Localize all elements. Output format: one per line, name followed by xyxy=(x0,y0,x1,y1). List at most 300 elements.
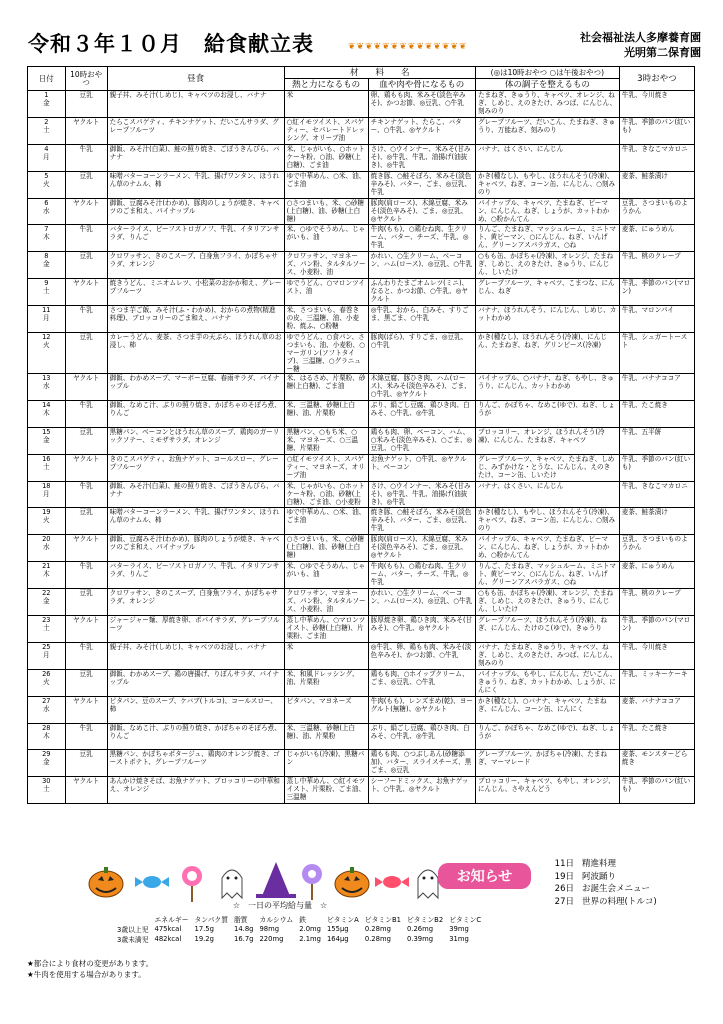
menu-row xyxy=(28,171,695,198)
body-ingredients: 豚肉(肩ロース)、木綿豆腐、米みそ(淡色辛みそ)、ごま、◎豆乳、◎ヤクルト xyxy=(368,535,475,562)
nutrition-row xyxy=(114,924,484,934)
weekday: 水 xyxy=(43,704,50,713)
regulate-ingredients: りんご、たまねぎ、マッシュルーム、ミニトマト、黄ピーマン、○にんじん、ねぎ、いんげん、グリーンアスパラガス、○ね xyxy=(475,562,619,589)
body-ingredients: さけ、○ウインナー、米みそ(甘みそ)、◎牛乳、牛乳、油揚げ(油抜き)、◎牛乳 xyxy=(368,144,475,171)
menu-row xyxy=(28,696,695,723)
weekday: 火 xyxy=(43,677,50,686)
regulate-ingredients: たまねぎ、きゅうり、キャベツ、オレンジ、ねぎ、しめじ、えのきたけ、みつば、にんじん、刻みのり xyxy=(475,91,619,118)
lunch-menu: 御飯、みそ汁(白菜)、鮭の照り焼き、ごぼうきんぴら、バナナ xyxy=(107,144,284,171)
regulate-ingredients: りんご、かぼちゃ、なめこ(ゆで)、ねぎ、しょうが xyxy=(475,400,619,427)
nutrient-value: 39mg xyxy=(449,925,469,933)
date-cell xyxy=(28,400,66,427)
menu-row xyxy=(28,252,695,279)
lunch-menu: あんかけ焼きそば、お魚ナゲット、ブロッコリーの中華和え、オレンジ xyxy=(107,777,284,804)
body-ingredients: 鶏もも肉、○ホイップクリーム、ごま、◎豆乳、○牛乳 xyxy=(368,669,475,696)
pm-snack: 牛乳、シュガートースト xyxy=(619,333,694,374)
body-ingredients: 木綿豆腐、豚ひき肉、ハム(ロース)、米みそ(淡色辛みそ)、ごま、○牛乳、◎ヤクルト xyxy=(368,374,475,401)
lunch-menu: 黒糖パン、ベーコンとほうれん草のスープ、鶏肉のガーリックソテー、ミモザサラダ、オレンジ xyxy=(107,427,284,454)
lunch-menu: 親子丼、みそ汁(しめじ)、キャベツのお浸し、バナナ xyxy=(107,642,284,669)
nutrient-value: 16.7g xyxy=(234,935,254,943)
date-cell xyxy=(28,723,66,750)
am-snack: 豆乳 xyxy=(65,669,107,696)
pm-snack: 麦茶、にゅうめん xyxy=(619,225,694,252)
weekday: 月 xyxy=(43,489,50,498)
pumpkin-icon xyxy=(335,867,369,897)
energy-ingredients: ゆで中華めん、○米、油、ごま油 xyxy=(284,508,368,535)
regulate-ingredients: グレープフルーツ、キャベツ、たまねぎ、しめじ、みずかけな・とうな、にんじん、えのきたけ、コーン缶、しいたけ xyxy=(475,454,619,481)
am-snack: 牛乳 xyxy=(65,562,107,589)
nutrition-header: タンパク質 xyxy=(194,916,229,924)
energy-ingredients: 米、はるさめ、片栗粉、砂糖(上白糖)、ごま油 xyxy=(284,374,368,401)
day-number: 8 xyxy=(44,252,49,261)
energy-ingredients: じゃがいも(冷凍)、黒糖パン xyxy=(284,750,368,777)
pm-snack: 麦茶、鮭茶漬け xyxy=(619,171,694,198)
lunch-menu: 御飯、みそ汁(白菜)、鮭の照り焼き、ごぼうきんぴら、バナナ xyxy=(107,481,284,508)
weekday: 土 xyxy=(43,462,50,471)
nutrition-header-row xyxy=(114,914,484,924)
date-cell xyxy=(28,642,66,669)
day-number: 23 xyxy=(42,616,51,625)
date-cell xyxy=(28,279,66,306)
pm-snack: 豆乳、さつまいものようかん xyxy=(619,535,694,562)
energy-ingredients: 蒸し中華めん、○紅イモツイスト、片栗粉、ごま油、三温糖 xyxy=(284,777,368,804)
weekday: 木 xyxy=(43,408,50,417)
day-number: 11 xyxy=(42,306,51,315)
nutrient-value: 2.0mg xyxy=(299,925,321,933)
menu-row xyxy=(28,481,695,508)
nutrient-value: 482kcal xyxy=(154,935,182,943)
am-snack: ヤクルト xyxy=(65,374,107,401)
body-ingredients: お魚ナゲット、○牛乳、◎ヤクルト、ベーコン xyxy=(368,454,475,481)
date-cell xyxy=(28,481,66,508)
header-pm-snack: 3時おやつ xyxy=(619,67,694,91)
regulate-ingredients: かき(種なし)、○バナナ、キャベツ、たまねぎ、にんじん、コーン缶、にんにく xyxy=(475,696,619,723)
ghost-icon xyxy=(418,870,438,898)
nutrient-value: 98mg xyxy=(259,925,280,933)
lunch-menu: 黒糖パン、かぼちゃポタージュ、鶏肉のオレンジ焼き、ゴーストポテト、グレープフルーツ xyxy=(107,750,284,777)
pm-snack: 牛乳、季節のパン(マロン) xyxy=(619,279,694,306)
menu-row xyxy=(28,642,695,669)
regulate-ingredients: ○もも缶、かぼちゃ(冷凍)、オレンジ、たまねぎ、しめじ、えのきたけ、きゅうり、にんじん、しいたけ xyxy=(475,252,619,279)
body-ingredients: ぶり、絹ごし豆腐、鶏ひき肉、白みそ、○牛乳、◎牛乳 xyxy=(368,400,475,427)
am-snack: 豆乳 xyxy=(65,427,107,454)
date-cell xyxy=(28,562,66,589)
nutrition-header: ビタミンC xyxy=(449,916,482,924)
weekday: 火 xyxy=(43,341,50,350)
menu-row xyxy=(28,454,695,481)
body-ingredients: ◎牛乳、おから、白みそ、すりごま、黒ごま、○牛乳 xyxy=(368,306,475,333)
lunch-menu: バターライス、ビーフストロガノフ、牛乳、イタリアンサラダ、りんご xyxy=(107,225,284,252)
event-name: 精進料理 xyxy=(582,859,617,869)
date-cell xyxy=(28,198,66,225)
body-ingredients: シーフードミックス、お魚ナゲット、○牛乳、◎ヤクルト xyxy=(368,777,475,804)
body-ingredients: ぶり、絹ごし豆腐、鶏ひき肉、白みそ、○牛乳、◎牛乳 xyxy=(368,723,475,750)
event-name: お誕生会メニュー xyxy=(582,884,651,894)
lunch-menu: バターライス、ビーフストロガノフ、牛乳、イタリアンサラダ、りんご xyxy=(107,562,284,589)
event-item xyxy=(538,883,657,896)
nutrition-header: カルシウム xyxy=(259,916,294,924)
day-number: 2 xyxy=(44,117,49,126)
regulate-ingredients: かき(種なし)、ほうれんそう(冷凍)、にんじん、たまねぎ、ねぎ、グリンピース(冷凍) xyxy=(475,333,619,374)
body-ingredients: 卵、鶏もも肉、米みそ(淡色辛みそ)、かつお節、◎豆乳、○牛乳 xyxy=(368,91,475,118)
energy-ingredients: クロワッサン、マヨネーズ、パン粉、タルタルソース、小麦粉、油 xyxy=(284,252,368,279)
regulate-ingredients: かき(種なし)、もやし、ほうれんそう(冷凍)、キャベツ、ねぎ、コーン缶、にんじん、○刻みのり xyxy=(475,508,619,535)
nutrient-value: 164μg xyxy=(326,935,349,943)
regulate-ingredients: ブロッコリー、キャベツ、もやし、オレンジ、にんじん、さやえんどう xyxy=(475,777,619,804)
energy-ingredients: ゆで中華めん、○米、油、ごま油 xyxy=(284,171,368,198)
lunch-menu: クロワッサン、きのこスープ、白身魚フライ、かぼちゃサラダ、オレンジ xyxy=(107,589,284,616)
day-number: 4 xyxy=(44,144,49,153)
header-body: 血や肉や骨になるもの xyxy=(368,79,475,91)
menu-row xyxy=(28,400,695,427)
weekday: 金 xyxy=(43,597,50,606)
menu-row xyxy=(28,508,695,535)
am-snack: ヤクルト xyxy=(65,117,107,144)
pm-snack: 牛乳、桃のクレープ xyxy=(619,589,694,616)
regulate-ingredients: ブロッコリー、オレンジ、ほうれんそう(冷凍)、にんじん、たまねぎ、キャベツ xyxy=(475,427,619,454)
regulate-ingredients: りんご、かぼちゃ、なめこ(ゆで)、ねぎ、しょうが xyxy=(475,723,619,750)
notice-title: お知らせ xyxy=(456,869,513,885)
am-snack: 牛乳 xyxy=(65,642,107,669)
nutrition-title: ☆ 一日の平均給与量 ☆ xyxy=(232,901,328,910)
nutrient-value: 17.5g xyxy=(194,925,214,933)
nutrient-value: 0.28mg xyxy=(364,925,391,933)
regulate-ingredients: バナナ、ほうれんそう、にんじん、しめじ、カットわかめ xyxy=(475,306,619,333)
nutrition-header: 鉄 xyxy=(299,916,307,924)
energy-ingredients: 米、○ゆでそうめん、じゃがいも、油 xyxy=(284,225,368,252)
nursery-name: 光明第二保育園 xyxy=(624,46,701,59)
pumpkin-icon xyxy=(89,867,123,897)
regulate-ingredients: パイナップル、キャベツ、たまねぎ、ピーマン、にんじん、ねぎ、しょうが、カットわかめ、○粉かんてん xyxy=(475,198,619,225)
body-ingredients: 牛肉(もも)、○鶏むね肉、生クリーム、バター、チーズ、牛乳、◎牛乳 xyxy=(368,562,475,589)
nutrient-value: 475kcal xyxy=(154,925,182,933)
body-ingredients: チキンナゲット、たらこ、バター、○牛乳、◎ヤクルト xyxy=(368,117,475,144)
lunch-menu: 味噌バターコーンラーメン、牛乳、揚げワンタン、ほうれん草のナムル、柿 xyxy=(107,508,284,535)
menu-row xyxy=(28,750,695,777)
date-cell xyxy=(28,777,66,804)
nutrient-value: 19.2g xyxy=(194,935,214,943)
event-item xyxy=(538,871,657,884)
energy-ingredients: 米、和風ドレッシング、油、片栗粉 xyxy=(284,669,368,696)
am-snack: ヤクルト xyxy=(65,454,107,481)
lunch-menu: 御飯、なめこ汁、ぶりの照り焼き、かぼちゃのそぼろ煮、りんご xyxy=(107,400,284,427)
date-cell xyxy=(28,750,66,777)
date-cell xyxy=(28,252,66,279)
menu-row xyxy=(28,225,695,252)
menu-row xyxy=(28,723,695,750)
energy-ingredients: クロワッサン、マヨネーズ、パン粉、タルタルソース、小麦粉、油 xyxy=(284,589,368,616)
nutrition-summary xyxy=(110,900,482,944)
nutrition-header: 脂質 xyxy=(234,916,248,924)
energy-ingredients: 米 xyxy=(284,642,368,669)
am-snack: 牛乳 xyxy=(65,144,107,171)
pm-snack: 牛乳、季節のパン(マロン) xyxy=(619,616,694,643)
day-number: 20 xyxy=(42,535,51,544)
regulate-ingredients: バナナ、たまねぎ、きゅうり、キャベツ、ねぎ、しめじ、えのきたけ、みつば、にんじん、刻みのり xyxy=(475,642,619,669)
body-ingredients: 牛肉(もも)、○鶏むね肉、生クリーム、バター、チーズ、牛乳、◎牛乳 xyxy=(368,225,475,252)
body-ingredients: 豚厚焼き卵、鶏ひき肉、米みそ(甘みそ)、○牛乳、◎ヤクルト xyxy=(368,616,475,643)
weekday: 火 xyxy=(43,179,50,188)
pm-snack: 豆乳、さつまいものようかん xyxy=(619,198,694,225)
date-cell xyxy=(28,117,66,144)
weekday: 木 xyxy=(43,570,50,579)
lunch-menu: 御飯、わかめスープ、マーボー豆腐、春雨サラダ、パイナップル xyxy=(107,374,284,401)
page-header xyxy=(0,0,723,66)
am-snack: 豆乳 xyxy=(65,333,107,374)
footnote: ★都合により食材の変更があります。 xyxy=(27,959,154,968)
day-number: 27 xyxy=(42,696,51,705)
menu-row xyxy=(28,198,695,225)
weekday: 月 xyxy=(43,314,50,323)
energy-ingredients: ピタパン、マヨネーズ xyxy=(284,696,368,723)
notice-badge xyxy=(437,862,532,890)
energy-ingredients: 蒸し中華めん、○マロンツイスト、砂糖(上白糖)、片栗粉、ごま油 xyxy=(284,616,368,643)
date-cell xyxy=(28,144,66,171)
header-date: 日付 xyxy=(28,67,66,91)
header-energy: 熱と力になるもの xyxy=(284,79,368,91)
date-cell xyxy=(28,374,66,401)
date-cell xyxy=(28,306,66,333)
body-ingredients: 豚肉(肩ロース)、木綿豆腐、米みそ(淡色辛みそ)、ごま、◎豆乳、◎ヤクルト xyxy=(368,198,475,225)
page-title: 令和３年１０月 給食献立表 xyxy=(28,32,314,56)
energy-ingredients: 米、三温糖、砂糖(上白糖)、油、片栗粉 xyxy=(284,400,368,427)
menu-row xyxy=(28,374,695,401)
day-number: 13 xyxy=(42,374,51,383)
header-lunch: 昼食 xyxy=(107,67,284,91)
event-day: 19日 xyxy=(554,871,574,882)
am-snack: 牛乳 xyxy=(65,723,107,750)
weekday: 月 xyxy=(43,650,50,659)
nutrition-header xyxy=(114,914,152,924)
regulate-ingredients: バナナ、はくさい、にんじん xyxy=(475,144,619,171)
day-number: 18 xyxy=(42,481,51,490)
date-cell xyxy=(28,171,66,198)
menu-row xyxy=(28,535,695,562)
nutrition-table xyxy=(114,914,484,944)
day-number: 6 xyxy=(44,198,49,207)
lunch-menu: カレーうどん、麦茶、さつま芋の天ぷら、ほうれん草のお浸し、柿 xyxy=(107,333,284,374)
am-snack: 牛乳 xyxy=(65,481,107,508)
energy-ingredients: ゆでうどん、○食パン、さつまいも、油、小麦粉、○マーガリン(ソフトタイプ)、三温糖、○グラニュー糖 xyxy=(284,333,368,374)
halloween-decoration xyxy=(84,858,444,906)
weekday: 金 xyxy=(43,435,50,444)
autumn-leaves-decoration: ❦❦❦❦❦❦❦❦❦❦❦❦❦❦ xyxy=(348,42,468,52)
pm-snack: 牛乳、今川焼き xyxy=(619,642,694,669)
menu-row xyxy=(28,669,695,696)
am-snack: ヤクルト xyxy=(65,777,107,804)
candy-icon xyxy=(135,876,169,888)
body-ingredients: 鶏もも肉、卵、ベーコン、ハム、○米みそ(淡色辛みそ)、○ごま、◎豆乳、○牛乳 xyxy=(368,427,475,454)
regulate-ingredients: グレープフルーツ、かぼちゃ(冷凍)、たまねぎ、マーマレード xyxy=(475,750,619,777)
day-number: 1 xyxy=(44,91,49,99)
regulate-ingredients: バナナ、はくさい、にんじん xyxy=(475,481,619,508)
date-cell xyxy=(28,616,66,643)
pm-snack: 牛乳、マロンパイ xyxy=(619,306,694,333)
menu-row xyxy=(28,562,695,589)
body-ingredients: 焼き豚、○鮭そぼろ、米みそ(淡色辛みそ)、バター、ごま、◎豆乳、牛乳 xyxy=(368,508,475,535)
organization-name: 社会福祉法人多摩養育園 xyxy=(580,31,701,44)
am-snack: 牛乳 xyxy=(65,225,107,252)
regulate-ingredients: グレープフルーツ、ほうれんそう(冷凍)、ねぎ、にんじん、たけのこ(ゆで)、きゅうり xyxy=(475,616,619,643)
lollipop-icon xyxy=(182,866,202,902)
pm-snack: 牛乳、季節のパン(紅いも) xyxy=(619,117,694,144)
weekday: 水 xyxy=(43,206,50,215)
event-name: 世界の料理(トルコ) xyxy=(582,896,657,907)
date-cell xyxy=(28,696,66,723)
date-cell xyxy=(28,669,66,696)
menu-row xyxy=(28,616,695,643)
date-cell xyxy=(28,225,66,252)
pm-snack: 麦茶、にゅうめん xyxy=(619,562,694,589)
energy-ingredients: 米、じゃがいも、○ホットケーキ粉、○油、砂糖(上白糖)、ごま油、○小麦粉 xyxy=(284,481,368,508)
date-cell xyxy=(28,535,66,562)
nutrient-value: 0.28mg xyxy=(364,935,391,943)
header-am-snack: 10時おやつ xyxy=(65,67,107,91)
am-snack: 牛乳 xyxy=(65,306,107,333)
lunch-menu: ジャージャー麺、厚焼き卵、ポパイサラダ、グレープフルーツ xyxy=(107,616,284,643)
footnotes xyxy=(27,958,153,980)
nutrition-header: ビタミンA xyxy=(326,916,359,924)
energy-ingredients: ○さつまいも、米、○砂糖(上白糖)、油、砂糖(上白糖) xyxy=(284,535,368,562)
nutrient-value: 0.26mg xyxy=(407,925,434,933)
regulate-ingredients: パイナップル、○バナナ、ねぎ、もやし、きゅうり、にんじん、カットわかめ xyxy=(475,374,619,401)
nutrition-header: ビタミンB2 xyxy=(407,916,444,924)
lunch-menu: きのこスパゲティ、お魚ナゲット、コールスロー、グレープフルーツ xyxy=(107,454,284,481)
menu-row xyxy=(28,333,695,374)
energy-ingredients: 米、じゃがいも、○ホットケーキ粉、○油、砂糖(上白糖)、ごま油 xyxy=(284,144,368,171)
weekday: 金 xyxy=(43,99,50,107)
weekday: 水 xyxy=(43,543,50,552)
nutrition-header: エネルギー xyxy=(154,916,189,924)
body-ingredients: ふんわりたまごオムレツ(ミニ)、なると、かつお節、○牛乳、◎ヤクルト xyxy=(368,279,475,306)
date-cell xyxy=(28,333,66,374)
weekday: 木 xyxy=(43,731,50,740)
weekday: 木 xyxy=(43,233,50,242)
am-snack: 豆乳 xyxy=(65,252,107,279)
pm-snack: 麦茶、モンスターどら焼き xyxy=(619,750,694,777)
menu-row xyxy=(28,427,695,454)
pm-snack: 牛乳、ミッキーケーキ xyxy=(619,669,694,696)
nutrient-value: 0.39mg xyxy=(407,935,434,943)
menu-row xyxy=(28,279,695,306)
menu-table xyxy=(27,66,695,804)
am-snack: 豆乳 xyxy=(65,171,107,198)
day-number: 25 xyxy=(42,642,51,651)
lunch-menu: たらこスパゲティ、チキンナゲット、だいこんサラダ、グレープフルーツ xyxy=(107,117,284,144)
pm-snack: 牛乳、桃のクレープ xyxy=(619,252,694,279)
nutrient-value: 14.8g xyxy=(234,925,254,933)
day-number: 9 xyxy=(44,279,49,288)
menu-rows xyxy=(28,91,695,804)
energy-ingredients: ○紅イモツイスト、スパゲティー、セパレートドレッシング、オリーブ油 xyxy=(284,117,368,144)
day-number: 21 xyxy=(42,562,51,571)
event-day: 26日 xyxy=(554,884,574,894)
pm-snack: 牛乳、季節のパン(紅いも) xyxy=(619,777,694,804)
lunch-menu: 御飯、なめこ汁、ぶりの照り焼き、かぼちゃのそぼろ煮、りんご xyxy=(107,723,284,750)
lunch-menu: 親子丼、みそ汁(しめじ)、キャベツのお浸し、バナナ xyxy=(107,91,284,118)
body-ingredients: 焼き豚、○鮭そぼろ、米みそ(淡色辛みそ)、バター、ごま、◎豆乳、牛乳 xyxy=(368,171,475,198)
lollipop-icon xyxy=(302,864,322,900)
weekday: 土 xyxy=(43,785,50,794)
energy-ingredients: 米、三温糖、砂糖(上白糖)、油、片栗粉 xyxy=(284,723,368,750)
am-snack: ヤクルト xyxy=(65,279,107,306)
date-cell xyxy=(28,427,66,454)
menu-row xyxy=(28,777,695,804)
header-regulate: 体の調子を整えるもの xyxy=(475,79,619,91)
weekday: 金 xyxy=(43,758,50,767)
age-group: 3歳未満児 xyxy=(117,936,149,944)
regulate-ingredients: りんご、たまねぎ、マッシュルーム、ミニトマト、黄ピーマン、○にんじん、ねぎ、いんげん、グリーンアスパラガス、○ね xyxy=(475,225,619,252)
day-number: 15 xyxy=(42,427,51,436)
lunch-menu: 味噌バターコーンラーメン、牛乳、揚げワンタン、ほうれん草のナムル、柿 xyxy=(107,171,284,198)
event-item xyxy=(538,896,657,909)
date-cell xyxy=(28,454,66,481)
header-ingredients: 材 料 名 xyxy=(284,67,475,79)
menu-row xyxy=(28,589,695,616)
pm-snack: 牛乳、たこ焼き xyxy=(619,723,694,750)
date-cell xyxy=(28,91,66,118)
regulate-ingredients: グレープフルーツ、キャベツ、こまつな、にんじん、ねぎ xyxy=(475,279,619,306)
day-number: 5 xyxy=(44,171,49,180)
event-day: 11日 xyxy=(554,859,574,869)
body-ingredients: かれい、○生クリーム、ベーコン、ハム(ロース)、◎豆乳、○牛乳 xyxy=(368,589,475,616)
footnote: ★牛肉を使用する場合があります。 xyxy=(27,970,146,979)
nutrient-value: 220mg xyxy=(259,935,284,943)
regulate-ingredients: かき(種なし)、もやし、ほうれんそう(冷凍)、キャベツ、ねぎ、コーン缶、にんじん、○刻みのり xyxy=(475,171,619,198)
pm-snack: 牛乳、たこ焼き xyxy=(619,400,694,427)
energy-ingredients: ゆでうどん、○マロンツイスト、油 xyxy=(284,279,368,306)
candy-icon xyxy=(375,876,409,888)
nutrient-value: 31mg xyxy=(449,935,469,943)
menu-row xyxy=(28,117,695,144)
day-number: 7 xyxy=(44,225,49,234)
pm-snack: 牛乳、バナナココア xyxy=(619,374,694,401)
am-snack: ヤクルト xyxy=(65,616,107,643)
pm-snack: 牛乳、きなこマカロニ xyxy=(619,144,694,171)
weekday: 土 xyxy=(43,624,50,633)
pm-snack: 牛乳、季節のパン(紅いも) xyxy=(619,454,694,481)
lunch-menu: 焼きうどん、ミニオムレツ、小松菜のおかか和え、グレープフルーツ xyxy=(107,279,284,306)
lunch-menu: ピタパン、豆のスープ、ケバブ(トルコ)、コールスロー、柿 xyxy=(107,696,284,723)
lunch-menu: さつま芋ご飯、みそ汁(ふ・わかめ)、おからの煮物(精進料理)、ブロッコリーのごま和え、バナナ xyxy=(107,306,284,333)
header-legend-note: (◎は10時おやつ ○は午後おやつ) xyxy=(475,67,619,79)
weekday: 月 xyxy=(43,152,50,161)
body-ingredients: かれい、○生クリーム、ベーコン、ハム(ロース)、◎豆乳、○牛乳 xyxy=(368,252,475,279)
energy-ingredients: 米、さつまいも、春巻きの皮、三温糖、油、小麦粉、焼ふ、○粉糖 xyxy=(284,306,368,333)
pm-snack: 牛乳、五平餅 xyxy=(619,427,694,454)
menu-row xyxy=(28,91,695,118)
regulate-ingredients: パイナップル、もやし、にんじん、だいこん、きゅうり、ねぎ、カットわかめ、しょうが、にんにく xyxy=(475,669,619,696)
energy-ingredients: ○さつまいも、米、○砂糖(上白糖)、油、砂糖(上白糖) xyxy=(284,198,368,225)
am-snack: ヤクルト xyxy=(65,696,107,723)
lunch-menu: 御飯、豆腐みそ汁(わかめ)、豚肉のしょうが焼き、キャベツのごま和え、パイナップル xyxy=(107,198,284,225)
day-number: 14 xyxy=(42,400,51,409)
lunch-menu: 御飯、豆腐みそ汁(わかめ)、豚肉のしょうが焼き、キャベツのごま和え、パイナップル xyxy=(107,535,284,562)
pm-snack: 牛乳、きなこマカロニ xyxy=(619,481,694,508)
day-number: 19 xyxy=(42,508,51,517)
event-item xyxy=(538,858,657,871)
regulate-ingredients: パイナップル、キャベツ、たまねぎ、ピーマン、にんじん、ねぎ、しょうが、カットわかめ、○粉かんてん xyxy=(475,535,619,562)
nutrient-value: 155μg xyxy=(326,925,349,933)
am-snack: 豆乳 xyxy=(65,508,107,535)
weekday: 土 xyxy=(43,287,50,296)
weekday: 土 xyxy=(43,125,50,134)
am-snack: 豆乳 xyxy=(65,91,107,118)
body-ingredients: 豚肉(ばら)、すりごま、◎豆乳、○牛乳 xyxy=(368,333,475,374)
am-snack: 牛乳 xyxy=(65,400,107,427)
age-group: 3歳以上児 xyxy=(117,926,149,934)
day-number: 29 xyxy=(42,750,51,759)
